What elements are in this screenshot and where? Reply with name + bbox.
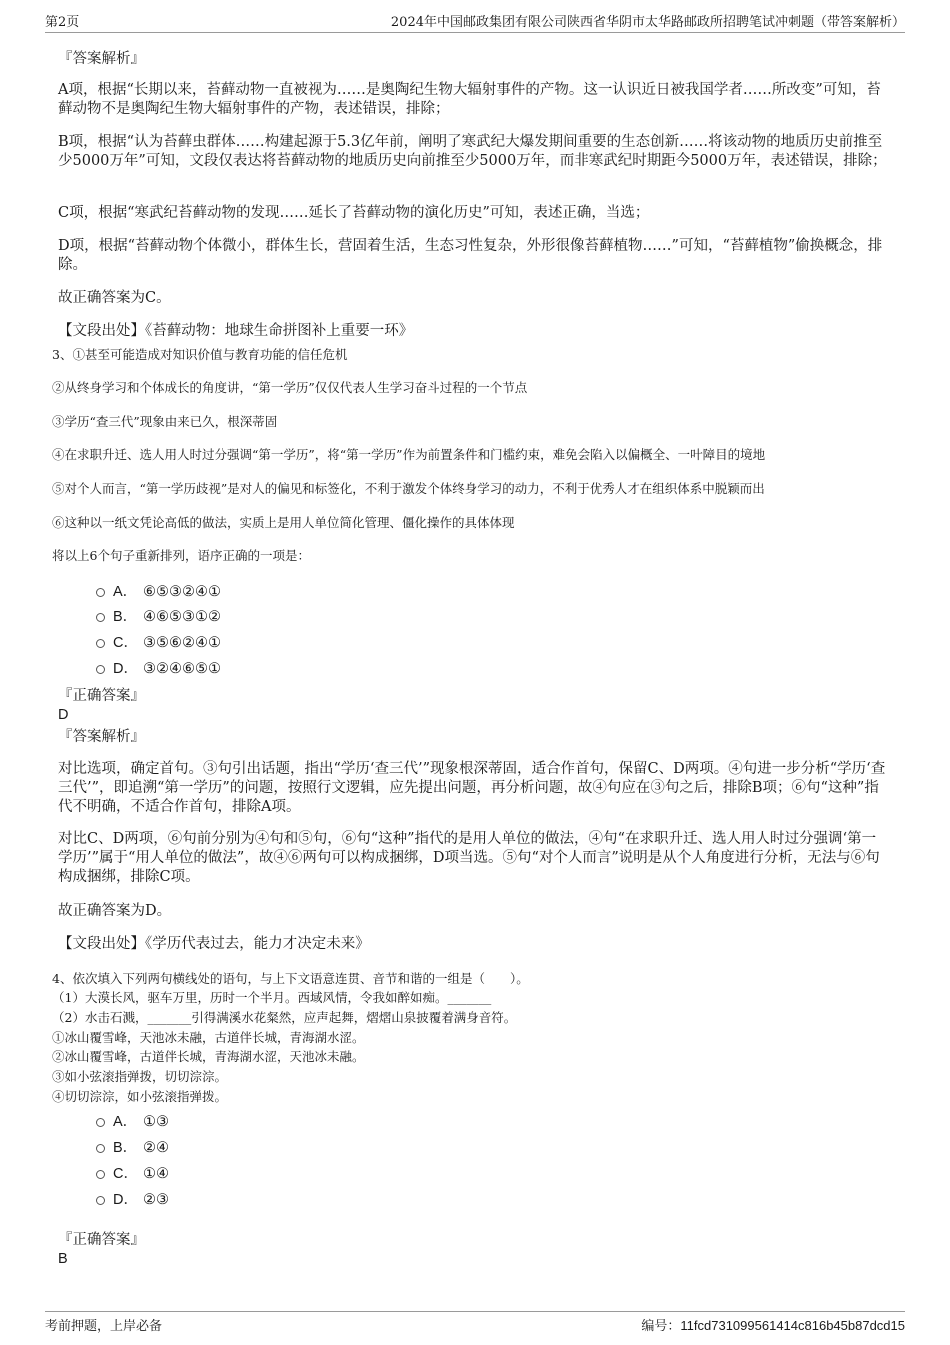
document-title: 2024年中国邮政集团有限公司陕西省华阴市太华路邮政所招聘笔试冲刺题（带答案解析） [390, 15, 905, 30]
q2-analysis-a: A项，根据“长期以来，苔藓动物一直被视为……是奥陶纪生物大辐射事件的产物。这一认识近日被我国学者……所改变”可知，苔藓动物不是奥陶纪生物大辐射事件的产物，表述错误，排除； [58, 82, 881, 117]
q3-option-b[interactable]: B． ④⑥⑤③①② [96, 608, 221, 626]
q4-answer: B [58, 1251, 68, 1267]
q4-line-2: （2）水击石溅，_______引得满溪水花粲然，应声起舞，熠熠山泉披覆着满身音符。 [52, 1010, 517, 1025]
page-footer [45, 1311, 905, 1334]
q3-option-a[interactable]: A． ⑥⑤③②④① [96, 583, 221, 601]
radio-icon[interactable] [96, 665, 105, 674]
q4-option-a[interactable]: A． ①③ [96, 1113, 169, 1131]
radio-icon[interactable] [96, 613, 105, 622]
radio-icon[interactable] [96, 639, 105, 648]
page-header [45, 12, 905, 33]
q3-sentence-4: ④在求职升迁、选人用人时过分强调“第一学历”，将“第一学历”作为前置条件和门槛约束，难免会陷入以偏概全、一叶障目的境地 [52, 447, 766, 462]
q3-prompt: 将以上6个句子重新排列，语序正确的一项是： [52, 548, 310, 563]
q3-sentence-6: ⑥这种以一纸文凭论高低的做法，实质上是用人单位简化管理、僵化操作的具体体现 [52, 515, 515, 530]
q4-line-1: （1）大漠长风，驱车万里，历时一个半月。西域风情，令我如醉如痴。_______ [52, 990, 492, 1005]
q4-choice-4: ④切切淙淙，如小弦滚指弹拨。 [52, 1089, 228, 1104]
page-number: 第2页 [45, 15, 80, 30]
q2-analysis-label: 『答案解析』 [58, 51, 145, 67]
q3-answer: D [58, 707, 69, 723]
q3-analysis-p2: 对比C、D两项，⑥句前分别为④句和⑤句，⑥句“这种”指代的是用人单位的做法，④句“在求职升迁、选人用人时过分强调‘第一学历’”属于“用人单位的做法”，故④⑥两句可以构成捆绑，D项当选。⑤句“对个人而言”说明是从个人角度进行分析，无法与⑥句构成捆绑，排除C项。 [58, 831, 880, 885]
q3-option-c[interactable]: C． ③⑤⑥②④① [96, 634, 221, 652]
q3-sentence-2: ②从终身学习和个体成长的角度讲，“第一学历”仅仅代表人生学习奋斗过程的一个节点 [52, 380, 528, 395]
q2-source: 【文段出处】《苔藓动物：地球生命拼图补上重要一环》 [58, 323, 414, 339]
document-number: 编号：11fcd731099561414c816b45b87dcd15 [641, 1318, 905, 1334]
q2-conclusion: 故正确答案为C。 [58, 290, 171, 306]
radio-icon[interactable] [96, 588, 105, 597]
q4-option-c[interactable]: C． ①④ [96, 1165, 169, 1183]
q3-analysis-label: 『答案解析』 [58, 729, 145, 745]
q3-sentence-5: ⑤对个人而言，“第一学历歧视”是对人的偏见和标签化，不利于激发个体终身学习的动力，不利于优秀人才在组织体系中脱颖而出 [52, 481, 765, 496]
q4-option-b[interactable]: B． ②④ [96, 1139, 169, 1157]
q3-option-d[interactable]: D． ③②④⑥⑤① [96, 660, 221, 678]
q3-conclusion: 故正确答案为D。 [58, 903, 172, 919]
q3-sentence-3: ③学历“查三代”现象由来已久，根深蒂固 [52, 414, 278, 429]
radio-icon[interactable] [96, 1196, 105, 1205]
q4-choice-2: ②冰山覆雪峰，古道伴长城，青海湖水涩，天池冰未融。 [52, 1049, 365, 1064]
q3-source: 【文段出处】《学历代表过去，能力才决定未来》 [58, 936, 370, 952]
radio-icon[interactable] [96, 1170, 105, 1179]
q3-answer-label: 『正确答案』 [58, 688, 145, 704]
q4-choice-1: ①冰山覆雪峰，天池冰未融，古道伴长城，青海湖水涩。 [52, 1030, 365, 1045]
q3-sentence-1: 3、①甚至可能造成对知识价值与教育功能的信任危机 [52, 347, 348, 362]
q3-analysis-p1: 对比选项，确定首句。③句引出话题，指出“学历‘查三代’”现象根深蒂固，适合作首句，保留C、D两项。④句进一步分析“学历‘查三代’”，即追溯“第一学历”的问题，按照行文逻辑，应先提出问题，再分析问题，故④句应在③句之后，排除B项；⑥句“这种”指代不明确，不适合作首句，排除A项。 [58, 761, 886, 815]
q2-analysis-d: D项，根据“苔藓动物个体微小，群体生长，营固着生活，生态习性复杂，外形很像苔藓植物……”可知，“苔藓植物”偷换概念，排除。 [58, 238, 883, 273]
q4-option-d[interactable]: D． ②③ [96, 1191, 169, 1209]
radio-icon[interactable] [96, 1144, 105, 1153]
q4-choice-3: ③如小弦滚指弹拨，切切淙淙。 [52, 1069, 228, 1084]
q4-answer-label: 『正确答案』 [58, 1232, 145, 1248]
q4-stem: 4、依次填入下列两句横线处的语句，与上下文语意连贯、音节和谐的一组是（ ）。 [52, 971, 529, 986]
radio-icon[interactable] [96, 1118, 105, 1127]
q2-analysis-b: B项，根据“认为苔藓虫群体……构建起源于5.3亿年前，阐明了寒武纪大爆发期间重要的生态创新……将该动物的地质历史前推至少5000万年”可知，文段仅表达将苔藓动物的地质历史向前推至少5000万年，而非寒武纪时期距今5000万年，表述错误，排除； [58, 134, 887, 169]
footer-slogan: 考前押题，上岸必备 [45, 1319, 163, 1334]
q2-analysis-c: C项，根据“寒武纪苔藓动物的发现……延长了苔藓动物的演化历史”可知，表述正确，当选； [58, 205, 650, 221]
